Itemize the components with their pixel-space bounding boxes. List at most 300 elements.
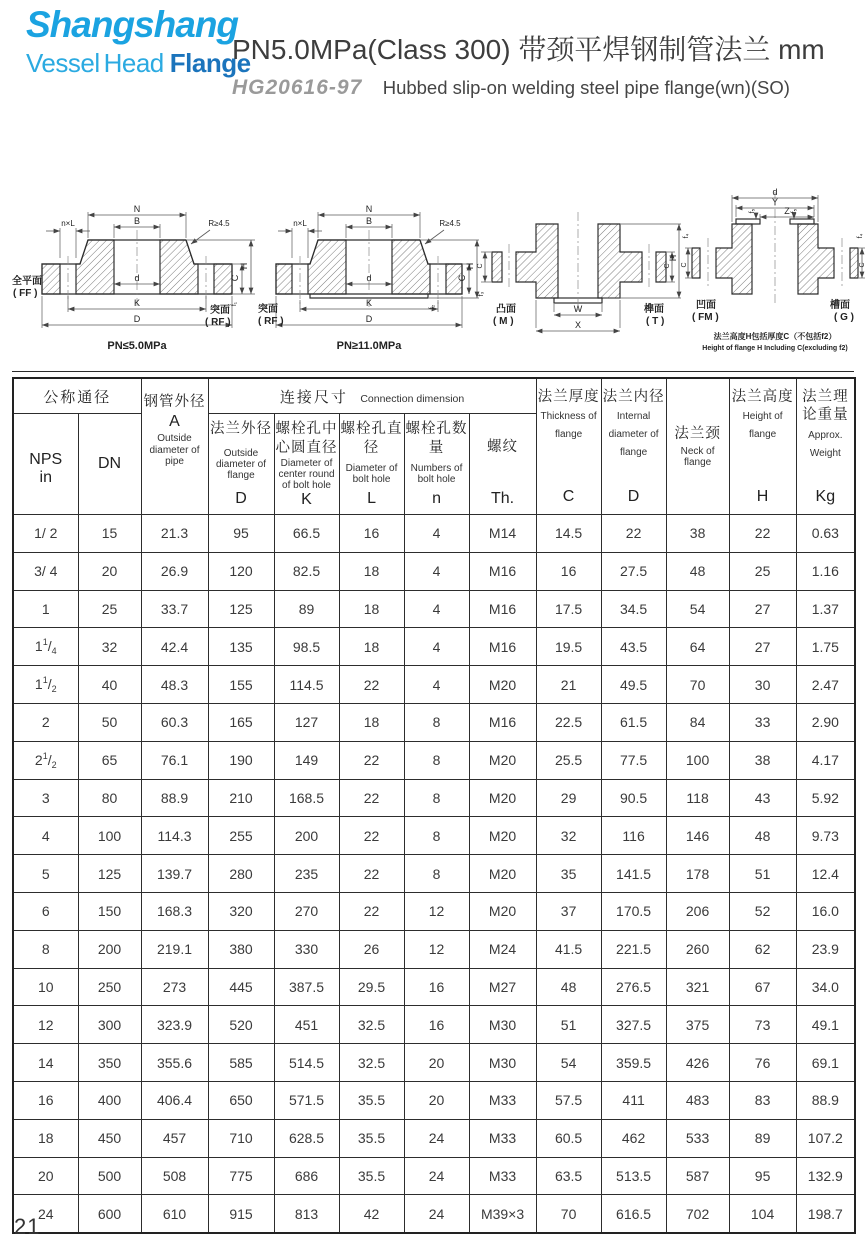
col-group-nominal: 公称通径 xyxy=(13,378,141,414)
table-cell: M33 xyxy=(469,1119,536,1157)
svg-text:D: D xyxy=(133,314,141,324)
table-cell: 125 xyxy=(78,855,141,893)
table-cell: 60.3 xyxy=(141,703,208,741)
table-cell: 533 xyxy=(666,1119,729,1157)
table-cell: 90.5 xyxy=(601,779,666,817)
table-cell: 73 xyxy=(729,1006,796,1044)
table-cell: 775 xyxy=(208,1157,274,1195)
table-cell: 16 xyxy=(404,1006,469,1044)
col-bolt-circle: 螺栓孔中心圆直径 Diameter of center round of bolt hole K xyxy=(274,414,339,515)
table-cell: 150 xyxy=(78,892,141,930)
table-cell: 12.4 xyxy=(796,855,855,893)
table-cell: 95 xyxy=(208,515,274,553)
table-cell: 255 xyxy=(208,817,274,855)
table-cell: M39×3 xyxy=(469,1195,536,1233)
table-cell: 16.0 xyxy=(796,892,855,930)
table-cell: 120 xyxy=(208,552,274,590)
table-cell: M30 xyxy=(469,1006,536,1044)
standard-number: HG20616-97 xyxy=(232,76,363,99)
table-cell: M20 xyxy=(469,741,536,779)
svg-text:d: d xyxy=(134,273,140,283)
table-cell: 34.0 xyxy=(796,968,855,1006)
table-cell: 219.1 xyxy=(141,930,208,968)
height-note-en: Height of flange H Including C(excluding f2) xyxy=(702,345,848,352)
col-thickness: 法兰厚度 Thickness of flange C xyxy=(536,378,601,515)
svg-text:C: C xyxy=(664,263,671,269)
table-cell: 571.5 xyxy=(274,1081,339,1119)
table-cell: 22 xyxy=(339,666,404,704)
svg-text:( G ): ( G ) xyxy=(834,312,854,323)
table-cell: 17.5 xyxy=(536,590,601,628)
table-cell: 8 xyxy=(404,817,469,855)
table-cell: 135 xyxy=(208,628,274,666)
svg-text:N: N xyxy=(133,204,141,214)
table-cell: 5.92 xyxy=(796,779,855,817)
table-cell: 38 xyxy=(666,515,729,553)
table-cell: 70 xyxy=(666,666,729,704)
table-cell: 6 xyxy=(13,892,78,930)
table-cell: 132.9 xyxy=(796,1157,855,1195)
table-cell: 51 xyxy=(729,855,796,893)
table-cell: 42 xyxy=(339,1195,404,1233)
table-cell: 165 xyxy=(208,703,274,741)
table-cell: 57.5 xyxy=(536,1081,601,1119)
table-cell: 27 xyxy=(729,628,796,666)
col-pipe-od: 钢管外径 A Outside diameter of pipe xyxy=(141,378,208,515)
table-cell: 25.5 xyxy=(536,741,601,779)
flange-drawing-ff-rf xyxy=(12,186,260,354)
table-cell: 4.17 xyxy=(796,741,855,779)
table-cell: 21.3 xyxy=(141,515,208,553)
table-cell: 587 xyxy=(666,1157,729,1195)
table-cell: 114.3 xyxy=(141,817,208,855)
table-cell: 327.5 xyxy=(601,1006,666,1044)
table-cell: 686 xyxy=(274,1157,339,1195)
cross-section xyxy=(42,230,232,306)
svg-text:X: X xyxy=(574,320,582,330)
table-row xyxy=(13,855,855,893)
table-cell: 320 xyxy=(208,892,274,930)
table-cell: 32 xyxy=(536,817,601,855)
svg-text:B: B xyxy=(365,216,373,226)
table-cell: 8 xyxy=(404,703,469,741)
table-cell: M20 xyxy=(469,666,536,704)
table-cell: 27.5 xyxy=(601,552,666,590)
svg-text:( M ): ( M ) xyxy=(493,316,514,327)
table-cell: 250 xyxy=(78,968,141,1006)
svg-text:d: d xyxy=(772,187,778,197)
table-cell: 12 xyxy=(404,930,469,968)
table-cell: 445 xyxy=(208,968,274,1006)
table-cell: 178 xyxy=(666,855,729,893)
col-weight: 法兰理论重量 Approx. Weight Kg xyxy=(796,378,855,515)
title-block xyxy=(232,28,866,100)
table-cell: 8 xyxy=(404,855,469,893)
svg-text:( RF ): ( RF ) xyxy=(258,316,284,327)
table-cell: 33 xyxy=(729,703,796,741)
table-cell: 170.5 xyxy=(601,892,666,930)
table-cell: 1/ 2 xyxy=(13,515,78,553)
table-cell: 33.7 xyxy=(141,590,208,628)
table-cell: 35.5 xyxy=(339,1119,404,1157)
table-cell: 1 xyxy=(13,590,78,628)
table-cell: 95 xyxy=(729,1157,796,1195)
table-cell: $2^1/_2$ xyxy=(13,741,78,779)
svg-text:H: H xyxy=(465,262,475,270)
table-cell: 3 xyxy=(13,779,78,817)
table-cell: 60.5 xyxy=(536,1119,601,1157)
table-cell: 168.3 xyxy=(141,892,208,930)
col-group-connection: 连接尺寸 Connection dimension xyxy=(208,378,536,414)
table-cell: 710 xyxy=(208,1119,274,1157)
table-cell: 43.5 xyxy=(601,628,666,666)
cross-section xyxy=(492,212,666,312)
table-cell: 18 xyxy=(339,628,404,666)
table-cell: 29 xyxy=(536,779,601,817)
page-title: PN5.0MPa(Class 300) 带颈平焊钢制管法兰 mm xyxy=(232,34,825,65)
table-cell: 25 xyxy=(78,590,141,628)
table-cell: 80 xyxy=(78,779,141,817)
svg-text:d: d xyxy=(366,273,372,283)
table-cell: 280 xyxy=(208,855,274,893)
table-cell: 89 xyxy=(274,590,339,628)
table-cell: 51 xyxy=(536,1006,601,1044)
table-cell: 1.37 xyxy=(796,590,855,628)
table-cell: 380 xyxy=(208,930,274,968)
col-dn: DN xyxy=(78,414,141,515)
table-cell: 350 xyxy=(78,1044,141,1082)
table-cell: 16 xyxy=(536,552,601,590)
table-cell: 83 xyxy=(729,1081,796,1119)
drawings-band xyxy=(0,186,866,358)
table-cell: 49.5 xyxy=(601,666,666,704)
svg-text:C: C xyxy=(859,262,866,268)
table-cell: 2.90 xyxy=(796,703,855,741)
table-cell: M16 xyxy=(469,590,536,628)
table-cell: 585 xyxy=(208,1044,274,1082)
svg-text:K: K xyxy=(133,298,141,308)
table-cell: 15 xyxy=(78,515,141,553)
spec-table-body xyxy=(13,515,855,1234)
table-cell: 20 xyxy=(404,1081,469,1119)
table-row xyxy=(13,703,855,741)
table-row xyxy=(13,741,855,779)
table-cell: 104 xyxy=(729,1195,796,1233)
table-cell: 270 xyxy=(274,892,339,930)
table-cell: 411 xyxy=(601,1081,666,1119)
table-cell: 30 xyxy=(729,666,796,704)
table-cell: 330 xyxy=(274,930,339,968)
table-cell: 35.5 xyxy=(339,1081,404,1119)
table-cell: 457 xyxy=(141,1119,208,1157)
svg-text:n×L: n×L xyxy=(61,219,75,228)
table-cell: 27 xyxy=(729,590,796,628)
table-cell: 82.5 xyxy=(274,552,339,590)
table-cell: 25 xyxy=(729,552,796,590)
table-cell: $1^1/_4$ xyxy=(13,628,78,666)
table-cell: 9.73 xyxy=(796,817,855,855)
table-cell: 26.9 xyxy=(141,552,208,590)
table-cell: 4 xyxy=(404,628,469,666)
table-cell: 8 xyxy=(13,930,78,968)
table-cell: 54 xyxy=(666,590,729,628)
col-bolt-num: 螺栓孔数量 Numbers of bolt hole n xyxy=(404,414,469,515)
table-cell: 63.5 xyxy=(536,1157,601,1195)
table-cell: 22 xyxy=(339,855,404,893)
table-cell: 32 xyxy=(78,628,141,666)
table-cell: 450 xyxy=(78,1119,141,1157)
table-cell: 500 xyxy=(78,1157,141,1195)
face-label-g: 槽面 xyxy=(830,300,850,311)
table-cell: 4 xyxy=(13,817,78,855)
table-cell: 4 xyxy=(404,666,469,704)
table-cell: 49.1 xyxy=(796,1006,855,1044)
col-height: 法兰高度 Height of flange H xyxy=(729,378,796,515)
table-cell: 48 xyxy=(536,968,601,1006)
table-cell: 107.2 xyxy=(796,1119,855,1157)
page-subtitle xyxy=(232,76,866,100)
table-cell: 18 xyxy=(13,1119,78,1157)
svg-text:f₅: f₅ xyxy=(749,208,756,214)
table-cell: 387.5 xyxy=(274,968,339,1006)
table-cell: 508 xyxy=(141,1157,208,1195)
svg-text:f₄: f₄ xyxy=(683,233,690,239)
table-cell: 21 xyxy=(536,666,601,704)
svg-text:f₄: f₄ xyxy=(857,233,864,239)
table-row xyxy=(13,628,855,666)
table-cell: 190 xyxy=(208,741,274,779)
table-cell: M16 xyxy=(469,552,536,590)
table-cell: 8 xyxy=(404,741,469,779)
table-cell: 813 xyxy=(274,1195,339,1233)
table-cell: 206 xyxy=(666,892,729,930)
svg-text:D: D xyxy=(365,314,373,324)
table-cell: 67 xyxy=(729,968,796,1006)
table-cell: 76 xyxy=(729,1044,796,1082)
table-cell: 139.7 xyxy=(141,855,208,893)
table-cell: 359.5 xyxy=(601,1044,666,1082)
table-cell: 43 xyxy=(729,779,796,817)
svg-text:( FF ): ( FF ) xyxy=(13,288,38,299)
table-cell: 235 xyxy=(274,855,339,893)
table-cell: 20 xyxy=(78,552,141,590)
table-cell: 462 xyxy=(601,1119,666,1157)
table-cell: 141.5 xyxy=(601,855,666,893)
table-cell: 24 xyxy=(404,1195,469,1233)
table-cell: 12 xyxy=(13,1006,78,1044)
face-label-rf: 突面 xyxy=(210,305,230,316)
table-cell: 14.5 xyxy=(536,515,601,553)
table-cell: 24 xyxy=(13,1195,78,1233)
page-number: 21 xyxy=(14,1214,41,1239)
spec-table xyxy=(12,377,856,1234)
table-cell: 276.5 xyxy=(601,968,666,1006)
table-cell: 650 xyxy=(208,1081,274,1119)
table-cell: 118 xyxy=(666,779,729,817)
table-cell: 323.9 xyxy=(141,1006,208,1044)
table-cell: 88.9 xyxy=(141,779,208,817)
table-cell: 24 xyxy=(404,1119,469,1157)
table-row xyxy=(13,1006,855,1044)
table-cell: 32.5 xyxy=(339,1044,404,1082)
table-cell: 2.47 xyxy=(796,666,855,704)
table-cell: 155 xyxy=(208,666,274,704)
table-cell: M20 xyxy=(469,817,536,855)
col-inner-dia: 法兰内径 Internal diameter of flange D xyxy=(601,378,666,515)
table-cell: 702 xyxy=(666,1195,729,1233)
svg-text:W: W xyxy=(573,304,583,314)
svg-text:f₂: f₂ xyxy=(429,304,436,310)
table-cell: 40 xyxy=(78,666,141,704)
table-cell: 400 xyxy=(78,1081,141,1119)
table-cell: 52 xyxy=(729,892,796,930)
table-cell: 114.5 xyxy=(274,666,339,704)
table-cell: 600 xyxy=(78,1195,141,1233)
table-cell: 915 xyxy=(208,1195,274,1233)
table-cell: 426 xyxy=(666,1044,729,1082)
table-cell: 100 xyxy=(78,817,141,855)
table-cell: 77.5 xyxy=(601,741,666,779)
table-cell: 610 xyxy=(141,1195,208,1233)
table-cell: 41.5 xyxy=(536,930,601,968)
flange-drawing-fm-g xyxy=(681,186,866,356)
table-row xyxy=(13,1157,855,1195)
col-flange-od: 法兰外径 Outside diameter of flange D xyxy=(208,414,274,515)
table-cell: 127 xyxy=(274,703,339,741)
flange-drawing-rf-high xyxy=(258,186,480,354)
table-cell: 513.5 xyxy=(601,1157,666,1195)
table-cell: 35 xyxy=(536,855,601,893)
svg-text:Z: Z xyxy=(784,206,790,216)
face-label-m: 凸面 xyxy=(496,304,516,315)
svg-text:f₃: f₃ xyxy=(478,291,485,297)
table-cell: M33 xyxy=(469,1081,536,1119)
table-cell: 69.1 xyxy=(796,1044,855,1082)
table-cell: 273 xyxy=(141,968,208,1006)
table-cell: M20 xyxy=(469,892,536,930)
table-cell: 16 xyxy=(13,1081,78,1119)
face-label-fm: 凹面 xyxy=(696,300,716,311)
svg-text:C: C xyxy=(230,274,240,282)
table-cell: 260 xyxy=(666,930,729,968)
table-top-rule xyxy=(12,371,854,372)
svg-text:n×L: n×L xyxy=(293,219,307,228)
table-row xyxy=(13,590,855,628)
table-cell: 4 xyxy=(404,515,469,553)
svg-text:R≥4.5: R≥4.5 xyxy=(208,219,230,228)
table-cell: 20 xyxy=(404,1044,469,1082)
table-cell: 4 xyxy=(404,552,469,590)
table-cell: M16 xyxy=(469,703,536,741)
fig1-caption: PN≤5.0MPa xyxy=(107,340,167,352)
svg-text:f₁: f₁ xyxy=(231,301,238,307)
table-cell: 37 xyxy=(536,892,601,930)
table-cell: 34.5 xyxy=(601,590,666,628)
col-bolt-hole: 螺栓孔直径 Diameter of bolt hole L xyxy=(339,414,404,515)
table-cell: 23.9 xyxy=(796,930,855,968)
table-cell: 483 xyxy=(666,1081,729,1119)
table-cell: 48 xyxy=(729,817,796,855)
table-cell: 70 xyxy=(536,1195,601,1233)
table-cell: 50 xyxy=(78,703,141,741)
face-label-t: 榫面 xyxy=(644,304,664,315)
table-cell: 210 xyxy=(208,779,274,817)
col-neck: 法兰颈 Neck of flange xyxy=(666,378,729,515)
table-cell: 451 xyxy=(274,1006,339,1044)
table-cell: 321 xyxy=(666,968,729,1006)
table-cell: 18 xyxy=(339,552,404,590)
table-cell: 64 xyxy=(666,628,729,666)
svg-text:H: H xyxy=(668,254,678,262)
table-cell: 48 xyxy=(666,552,729,590)
table-cell: 3/ 4 xyxy=(13,552,78,590)
table-cell: 22 xyxy=(339,779,404,817)
face-label-ff: 全平面 xyxy=(12,276,42,287)
table-cell: 146 xyxy=(666,817,729,855)
table-row xyxy=(13,779,855,817)
table-cell: 35.5 xyxy=(339,1157,404,1195)
flange-drawing-m-t xyxy=(478,194,683,344)
svg-text:C: C xyxy=(477,263,484,269)
table-cell: 18 xyxy=(339,590,404,628)
cross-section xyxy=(276,230,462,308)
svg-text:( T ): ( T ) xyxy=(646,316,665,327)
table-cell: 22 xyxy=(339,892,404,930)
table-cell: 22 xyxy=(339,741,404,779)
svg-text:B: B xyxy=(133,216,141,226)
brand-logo xyxy=(26,4,251,79)
table-cell: 2 xyxy=(13,703,78,741)
table-cell: 19.5 xyxy=(536,628,601,666)
svg-text:C: C xyxy=(457,274,467,282)
table-cell: $1^1/_2$ xyxy=(13,666,78,704)
table-cell: 616.5 xyxy=(601,1195,666,1233)
table-cell: 88.9 xyxy=(796,1081,855,1119)
table-row xyxy=(13,817,855,855)
table-cell: 16 xyxy=(404,968,469,1006)
brand-tagline: Vessel Head Flange xyxy=(26,48,251,78)
table-row xyxy=(13,1195,855,1233)
table-cell: 514.5 xyxy=(274,1044,339,1082)
table-cell: 26 xyxy=(339,930,404,968)
table-row xyxy=(13,515,855,553)
table-cell: 12 xyxy=(404,892,469,930)
table-cell: 355.6 xyxy=(141,1044,208,1082)
table-cell: 8 xyxy=(404,779,469,817)
table-cell: 10 xyxy=(13,968,78,1006)
table-cell: 65 xyxy=(78,741,141,779)
table-cell: 300 xyxy=(78,1006,141,1044)
col-nps: NPS in xyxy=(13,414,78,515)
svg-text:C: C xyxy=(681,262,688,268)
table-cell: 22.5 xyxy=(536,703,601,741)
table-cell: 89 xyxy=(729,1119,796,1157)
table-cell: M33 xyxy=(469,1157,536,1195)
brand-name: Shangshang xyxy=(26,4,239,45)
table-cell: 24 xyxy=(404,1157,469,1195)
table-cell: 5 xyxy=(13,855,78,893)
svg-text:Y: Y xyxy=(771,197,779,207)
table-cell: 18 xyxy=(339,703,404,741)
table-cell: 125 xyxy=(208,590,274,628)
cross-section xyxy=(692,192,858,306)
table-cell: M24 xyxy=(469,930,536,968)
table-cell: 76.1 xyxy=(141,741,208,779)
table-cell: 22 xyxy=(729,515,796,553)
table-cell: 4 xyxy=(404,590,469,628)
fig2-caption: PN≥11.0MPa xyxy=(336,340,402,352)
table-row xyxy=(13,1044,855,1082)
